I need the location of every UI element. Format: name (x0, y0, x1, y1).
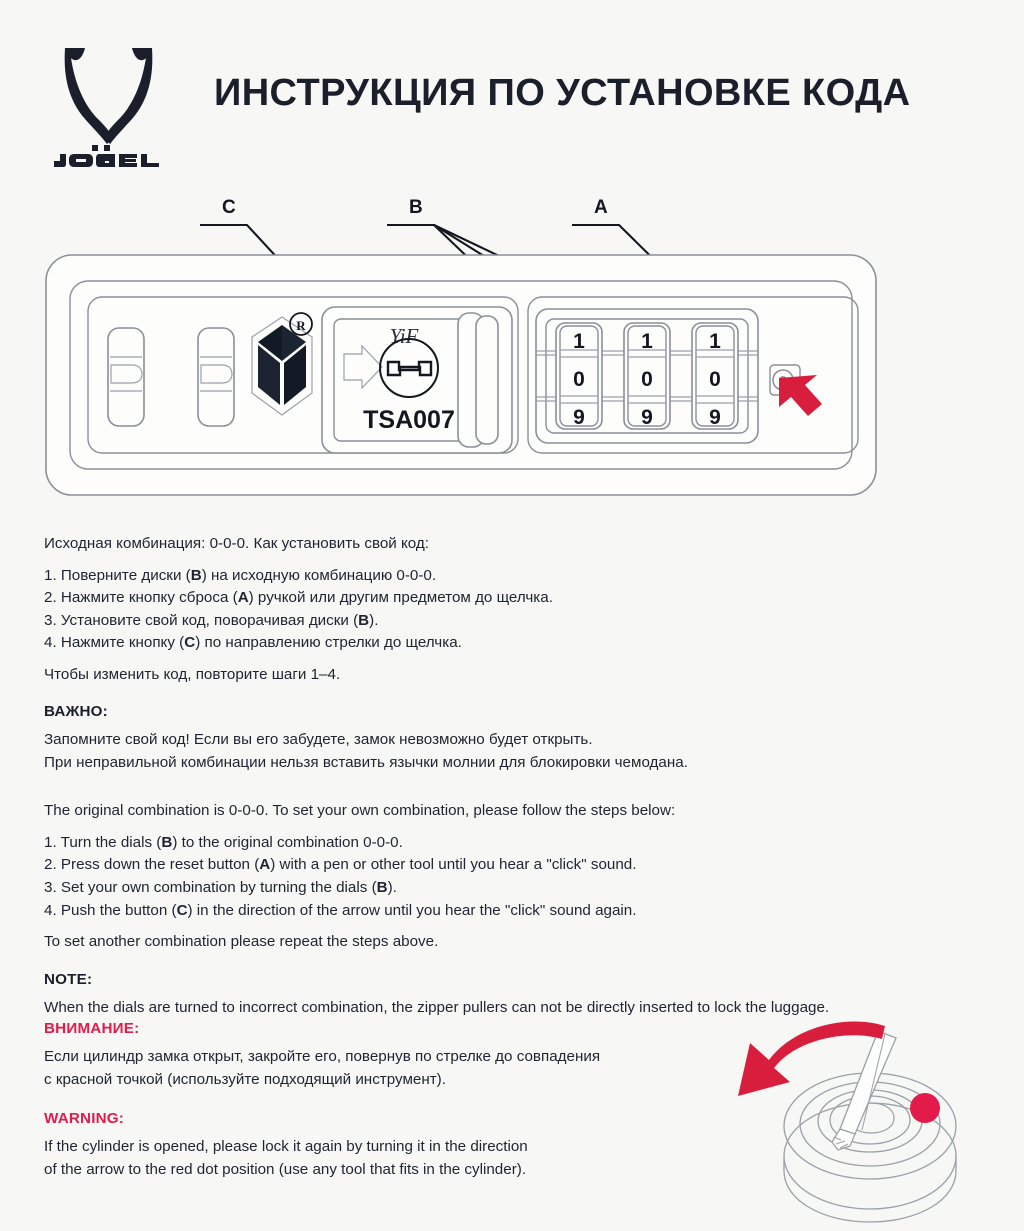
attention-block (44, 1020, 704, 1091)
lock-diagram (0, 185, 1024, 525)
ru-steps (44, 565, 994, 655)
en-repeat: To set another combination please repeat the steps above. (44, 933, 439, 951)
ru-repeat: Чтобы изменить код, повторите шаги 1–4. (44, 665, 341, 683)
page-title: ИНСТРУКЦИЯ ПО УСТАНОВКЕ КОДА (214, 72, 911, 114)
en-step-1: 1. Turn the dials (B) to the original combination 0-0-0. (44, 833, 403, 851)
ru-step-4: 4. Нажмите кнопку (C) по направлению стрелки до щелчка. (44, 634, 462, 652)
svg-text:0: 0 (709, 368, 721, 391)
ru-step-2: 2. Нажмите кнопку сброса (A) ручкой или другим предметом до щелчка. (44, 589, 553, 607)
jogel-wordmark-icon (54, 145, 159, 167)
warning-line-2: of the arrow to the red dot position (use any tool that fits in the cylinder). (44, 1160, 527, 1178)
yif-script-mark: YiF (389, 324, 419, 348)
en-note-heading: NOTE: (44, 970, 93, 988)
dial-1 (556, 323, 602, 429)
en-step-4: 4. Push the button (C) in the direction of the arrow until you hear the "click" sound again. (44, 901, 637, 919)
svg-text:A: A (594, 197, 608, 218)
ru-step-3: 3. Установите свой код, поворачивая диски (B). (44, 611, 379, 629)
en-intro: The original combination is 0-0-0. To set your own combination, please follow the steps below: (44, 802, 676, 820)
svg-text:R: R (296, 318, 306, 333)
ru-important-heading: ВАЖНО: (44, 703, 108, 721)
svg-text:1: 1 (641, 330, 653, 353)
attention-line-2: с красной точкой (используйте подходящий инструмент). (44, 1070, 446, 1088)
warning-block (44, 1110, 704, 1181)
en-steps (44, 832, 994, 922)
zipper-slot-1 (108, 328, 144, 426)
dial-2 (624, 323, 670, 429)
svg-text:1: 1 (709, 330, 721, 353)
svg-text:B: B (409, 197, 423, 218)
ru-intro: Исходная комбинация: 0-0-0. Как установить свой код: (44, 535, 430, 552)
wishbone-icon (65, 48, 153, 144)
en-note-text: When the dials are turned to incorrect combination, the zipper pullers can not be directly inserted to lock the luggage. (44, 998, 830, 1016)
dial-3 (692, 323, 738, 429)
cylinder-illustration (728, 1008, 1018, 1230)
zipper-slot-2 (198, 328, 234, 426)
svg-text:9: 9 (641, 406, 653, 429)
en-step-3: 3. Set your own combination by turning the dials (B). (44, 879, 397, 897)
svg-text:9: 9 (709, 406, 721, 429)
attention-heading: ВНИМАНИЕ: (44, 1020, 140, 1037)
svg-text:0: 0 (573, 368, 585, 391)
en-step-2: 2. Press down the reset button (A) with a pen or other tool until you hear a "click" sound. (44, 856, 637, 874)
warning-line-1: If the cylinder is opened, please lock it again by turning it in the direction (44, 1138, 528, 1155)
document-header (0, 0, 1024, 185)
attention-line-1: Если цилиндр замка открыт, закройте его, повернув по стрелке до совпадения (44, 1048, 601, 1065)
svg-text:C: C (222, 197, 236, 218)
svg-text:1: 1 (573, 330, 585, 353)
ru-step-1: 1. Поверните диски (B) на исходную комбинацию 0-0-0. (44, 566, 437, 584)
jogel-logo (52, 46, 182, 171)
svg-text:0: 0 (641, 368, 653, 391)
ru-important-line-2: При неправильной комбинации нельзя вставить язычки молнии для блокировки чемодана. (44, 753, 688, 771)
svg-text:9: 9 (573, 406, 585, 429)
warning-heading: WARNING: (44, 1110, 125, 1127)
red-dot-marker (910, 1093, 940, 1123)
ru-important-line-1: Запомните свой код! Если вы его забудете, замок невозможно будет открыть. (44, 731, 593, 749)
instructions-body (44, 533, 994, 1019)
tsa-badge (322, 307, 512, 453)
tsa-code-label: TSA007 (363, 406, 455, 434)
